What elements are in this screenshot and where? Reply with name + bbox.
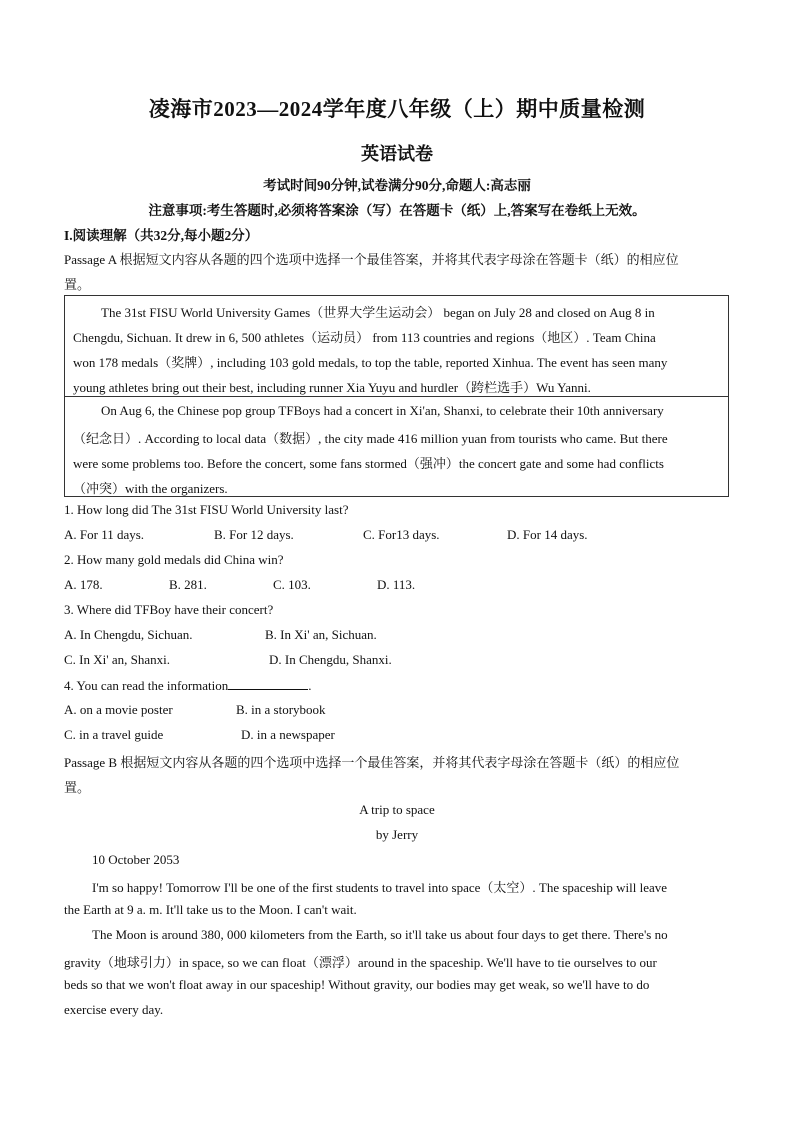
q1-option-b[interactable]: B. For 12 days. [214, 527, 294, 542]
passage-b-title: A trip to space [359, 802, 435, 817]
exam-subtitle: 英语试卷 [361, 144, 433, 164]
text-line: exercise every day. [64, 1002, 164, 1017]
q4-option-c[interactable]: C. in a travel guide [64, 727, 164, 742]
text-line: Chengdu, Sichuan. It drew in 6, 500 athletes（运动员） from 113 countries and regions（地区）. Team China [73, 330, 656, 345]
q3-option-a[interactable]: A. In Chengdu, Sichuan. [64, 627, 193, 642]
text-line: （冲突）with the organizers. [73, 481, 228, 496]
q2-option-d[interactable]: D. 113. [377, 577, 416, 592]
q3-option-d[interactable]: D. In Chengdu, Shanxi. [269, 652, 392, 667]
question-4-stem: 4. You can read the information [64, 678, 229, 693]
q2-option-b[interactable]: B. 281. [169, 577, 207, 592]
q1-option-d[interactable]: D. For 14 days. [507, 527, 588, 542]
q3-option-c[interactable]: C. In Xi' an, Shanxi. [64, 652, 170, 667]
passage-b-instruction-cont: 置。 [64, 780, 91, 795]
text-line: gravity（地球引力）in space, so we can float（漂浮）around in the spaceship. We'll have to tie ourselves to our [64, 955, 657, 970]
exam-title: 凌海市2023—2024学年度八年级（上）期中质量检测 [148, 97, 646, 121]
text-line: I'm so happy! Tomorrow I'll be one of the first students to travel into space（太空）. The spaceship will leave [92, 880, 668, 895]
section-heading: I.阅读理解（共32分,每小题2分） [64, 228, 259, 243]
question-1: 1. How long did The 31st FISU World University last? [64, 502, 349, 517]
text-line: the Earth at 9 a. m. It'll take us to the Moon. I can't wait. [64, 902, 357, 917]
exam-notice: 注意事项:考生答题时,必须将答案涂（写）在答题卡（纸）上,答案写在卷纸上无效。 [148, 203, 646, 218]
passage-b-author: by Jerry [375, 827, 419, 842]
answer-blank[interactable] [228, 677, 308, 690]
text-line: The Moon is around 380, 000 kilometers from the Earth, so it'll take us about four days to get there. There's no [92, 927, 668, 942]
text-line: won 178 medals（奖牌）, including 103 gold medals, to top the table, reported Xinhua. The event has seen many [73, 355, 668, 370]
q2-option-a[interactable]: A. 178. [64, 577, 103, 592]
question-3: 3. Where did TFBoy have their concert? [64, 602, 274, 617]
passage-b-instruction: Passage B 根据短文内容从各题的四个选项中选择一个最佳答案，并将其代表字母涂在答题卡（纸）的相应位 [64, 755, 680, 770]
question-4-stem-end: . [308, 678, 312, 693]
q1-option-c[interactable]: C. For13 days. [363, 527, 440, 542]
question-4 [64, 677, 312, 694]
passage-a-box [64, 295, 729, 497]
q1-option-a[interactable]: A. For 11 days. [64, 527, 145, 542]
question-2: 2. How many gold medals did China win? [64, 552, 284, 567]
text-line: beds so that we won't float away in our spaceship! Without gravity, our bodies may get weak, so we'll have to do [64, 977, 650, 992]
exam-info: 考试时间90分钟,试卷满分90分,命题人:高志丽 [263, 178, 531, 193]
q4-option-a[interactable]: A. on a movie poster [64, 702, 173, 717]
text-line: were some problems too. Before the concert, some fans stormed（强冲）the concert gate and some had conflicts [73, 456, 664, 471]
passage-a-instruction: Passage A 根据短文内容从各题的四个选项中选择一个最佳答案，并将其代表字母涂在答题卡（纸）的相应位 [64, 252, 679, 267]
text-line: （纪念日）. According to local data（数据）, the city made 416 million yuan from tourists who came. But there [73, 431, 668, 446]
q4-option-d[interactable]: D. in a newspaper [241, 727, 335, 742]
box-divider [65, 396, 728, 397]
q4-option-b[interactable]: B. in a storybook [236, 702, 326, 717]
passage-a-instruction-cont: 置。 [64, 277, 91, 292]
text-line: young athletes bring out their best, including runner Xia Yuyu and hurdler（跨栏选手）Wu Yanni. [73, 380, 591, 395]
text-line: On Aug 6, the Chinese pop group TFBoys had a concert in Xi'an, Shanxi, to celebrate their 10th anniversary [101, 403, 664, 418]
text-line: The 31st FISU World University Games（世界大学生运动会） began on July 28 and closed on Aug 8 in [101, 305, 655, 320]
q2-option-c[interactable]: C. 103. [273, 577, 311, 592]
q3-option-b[interactable]: B. In Xi' an, Sichuan. [265, 627, 377, 642]
passage-b-date: 10 October 2053 [92, 852, 180, 867]
